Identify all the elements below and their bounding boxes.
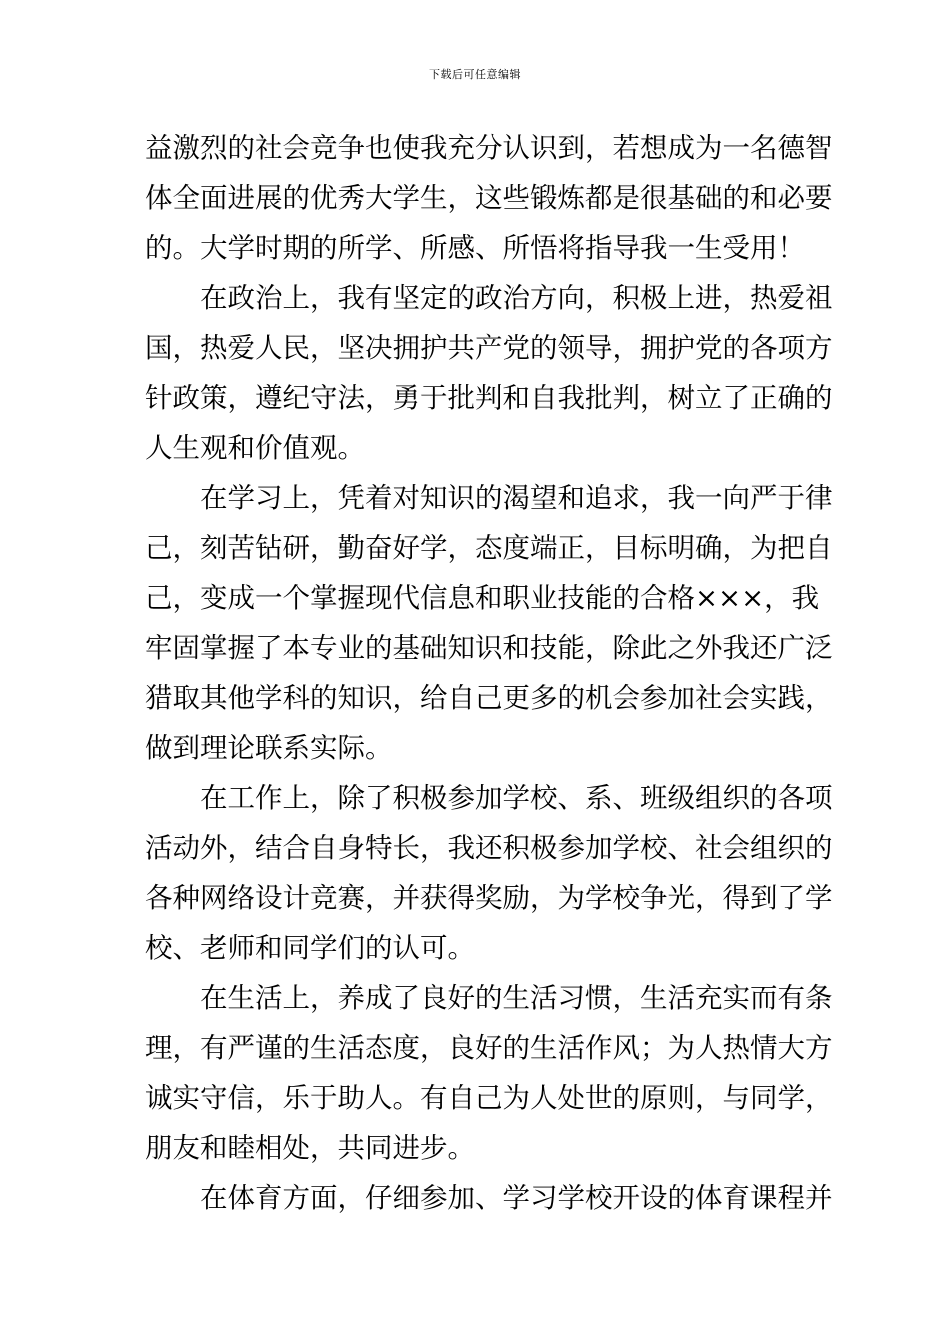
text-line: 己，变成一个掌握现代信息和职业技能的合格×××，我: [145, 582, 820, 614]
text-line: 牢固掌握了本专业的基础知识和技能，除此之外我还广泛: [145, 632, 833, 664]
paragraph-first-line: 在工作上，除了积极参加学校、系、班级组织的各项: [200, 782, 833, 814]
text-line: 国，热爱人民，坚决拥护共产党的领导，拥护党的各项方: [145, 332, 833, 364]
header-note: 下载后可任意编辑: [429, 68, 521, 81]
text-line: 的。大学时期的所学、所感、所悟将指导我一生受用！: [145, 232, 805, 264]
text-line: 理，有严谨的生活态度，良好的生活作风；为人热情大方: [145, 1032, 833, 1064]
text-line: 人生观和价值观。: [145, 432, 365, 464]
paragraph-first-line: 在生活上，养成了良好的生活习惯，生活充实而有条: [200, 982, 833, 1014]
paragraph-first-line: 在体育方面，仔细参加、学习学校开设的体育课程并: [200, 1182, 833, 1214]
text-line: 己，刻苦钻研，勤奋好学，态度端正，目标明确，为把自: [145, 532, 833, 564]
paragraph-first-line: 在政治上，我有坚定的政治方向，积极上进，热爱祖: [200, 282, 833, 314]
text-line: 各种网络设计竞赛，并获得奖励，为学校争光，得到了学: [145, 882, 833, 914]
text-line: 朋友和睦相处，共同进步。: [145, 1132, 475, 1164]
text-line: 做到理论联系实际。: [145, 732, 393, 764]
text-line: 校、老师和同学们的认可。: [145, 932, 475, 964]
text-line: 活动外，结合自身特长，我还积极参加学校、社会组织的: [145, 832, 833, 864]
text-line: 猎取其他学科的知识，给自己更多的机会参加社会实践，: [145, 682, 833, 714]
paragraph-first-line: 在学习上，凭着对知识的渴望和追求，我一向严于律: [200, 482, 833, 514]
text-line: 益激烈的社会竞争也使我充分认识到，若想成为一名德智: [145, 132, 833, 164]
text-line: 针政策，遵纪守法，勇于批判和自我批判，树立了正确的: [145, 382, 833, 414]
text-line: 体全面进展的优秀大学生，这些锻炼都是很基础的和必要: [145, 182, 833, 214]
text-line: 诚实守信，乐于助人。有自己为人处世的原则，与同学，: [145, 1082, 833, 1114]
